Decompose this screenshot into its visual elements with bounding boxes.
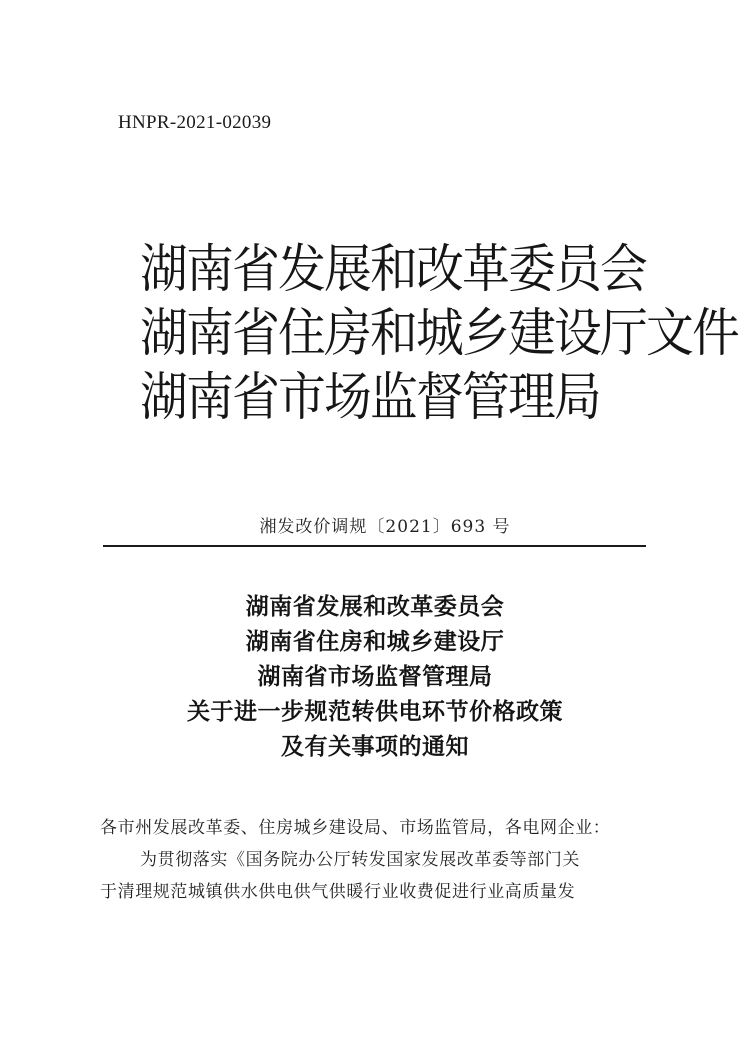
- title-line: 关于进一步规范转供电环节价格政策: [187, 699, 563, 725]
- title-line: 湖南省发展和改革委员会: [245, 594, 505, 620]
- issuer-masthead: [140, 238, 739, 430]
- issuer-line: 湖南省住房和城乡建设厅文件: [140, 304, 739, 364]
- notice-title: [0, 590, 750, 765]
- salutation-line: 各市州发展改革委、住房城乡建设局、市场监管局，各电网企业：: [100, 818, 611, 838]
- body-text: [100, 812, 660, 908]
- document-code: HNPR-2021-02039: [118, 112, 272, 133]
- title-line: 湖南省住房和城乡建设厅: [245, 629, 505, 655]
- separator-rule: [103, 545, 646, 547]
- title-line: 及有关事项的通知: [281, 734, 469, 760]
- issuer-line: 湖南省市场监督管理局: [140, 368, 601, 428]
- body-paragraph-line: 于清理规范城镇供水供电供气供暖行业收费促进行业高质量发: [100, 882, 576, 902]
- document-number: 湘发改价调规〔2021〕693 号: [259, 517, 511, 537]
- title-line: 湖南省市场监督管理局: [257, 664, 493, 690]
- issuer-line: 湖南省发展和改革委员会: [140, 240, 647, 300]
- body-paragraph-line: 为贯彻落实《国务院办公厅转发国家发展改革委等部门关: [140, 850, 580, 870]
